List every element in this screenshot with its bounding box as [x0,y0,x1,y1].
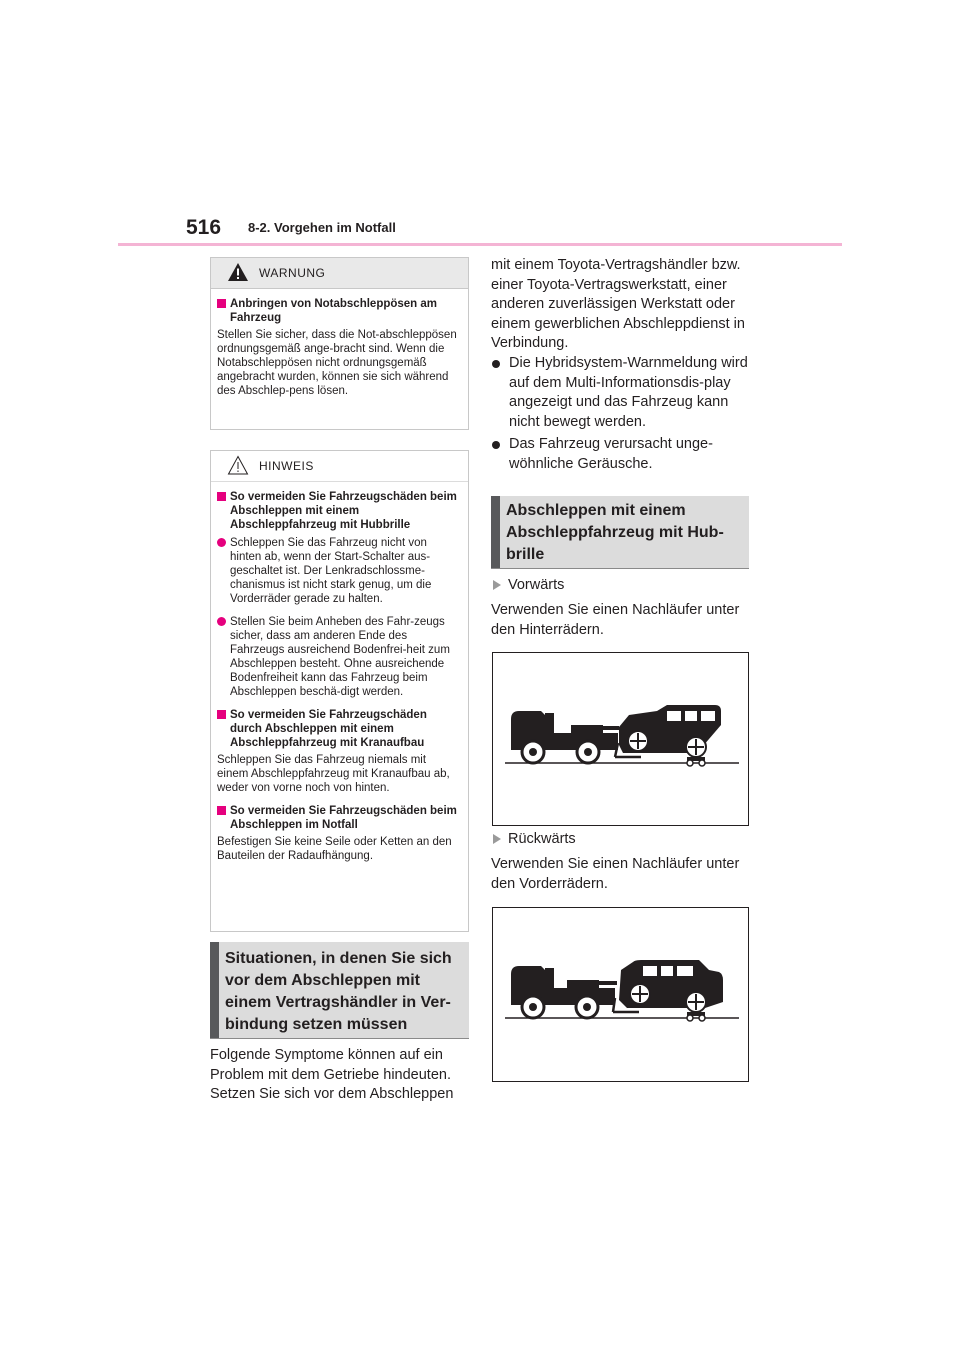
tow-backward-drawing [493,908,748,1081]
warning-box [210,257,469,430]
notice-bullet-2: Stellen Sie beim Anheben des Fahr-zeugs sicher, dass am anderen Ende des Fahrzeugs ausreichend Bodenfrei-heit zum Abschleppen besteht. Ohne ausreichende Bodenfreiheit kann das Fahrzeug beim Abschleppen beschä-digt werden. [217,615,459,699]
round-bullet-icon [217,617,226,626]
section-heading-wheel-lift: Abschleppen mit einem Abschleppfahrzeug mit Hub-brille [491,496,749,569]
tow-forward-illustration [492,652,749,826]
square-bullet-icon [217,299,226,308]
page-number: 516 [186,216,222,239]
backward-label: Rückwärts [491,831,576,847]
warning-title: WARNUNG [259,266,326,280]
notice-text-3: Befestigen Sie keine Seile oder Ketten an den Bauteilen der Radaufhängung. [217,836,452,862]
warning-triangle-icon [227,262,249,282]
section-title: 8-2. Vorgehen im Notfall [248,220,396,235]
square-bullet-icon [217,492,226,501]
bullet-dot-icon [492,441,500,449]
notice-heading-1: So vermeiden Sie Fahrzeugschäden beim Abschleppen mit einem Abschleppfahrzeug mit Hubbrille [217,490,459,532]
warning-text: Stellen Sie sicher, dass die Not-abschleppösen ordnungsgemäß ange-bracht sind. Wenn die Notabschleppösen nicht ordnungsgemäß angebracht wurden, können sie sich während des Abschlep-pens lösen. [217,329,457,397]
heading-bar [210,942,219,1038]
warning-heading: Anbringen von Notabschleppösen am Fahrzeug [217,297,459,325]
notice-box-header [211,451,468,482]
notice-text-2: Schleppen Sie das Fahrzeug niemals mit einem Abschleppfahrzeug mit Kranaufbau ab, weder von vorne noch von hinten. [217,754,450,794]
tow-backward-illustration [492,907,749,1082]
dealer-paragraph-continued: mit einem Toyota-Vertragshändler bzw. einer Toyota-Vertragswerkstatt, einer anderen zuverlässigen Werkstatt oder einem gewerblichen Abschleppdienst in Verbindung. [491,257,745,351]
heading-bar [491,496,500,568]
warning-box-header [211,258,468,289]
notice-heading-3: So vermeiden Sie Fahrzeugschäden beim Abschleppen im Notfall [217,804,459,832]
dealer-paragraph: Folgende Symptome können auf ein Problem mit dem Getriebe hindeuten. Setzen Sie sich vor dem Abschleppen [210,1047,454,1102]
square-bullet-icon [217,806,226,815]
forward-text: Verwenden Sie einen Nachläufer unter den Hinterrädern. [491,602,740,638]
bullet-dot-icon [492,360,500,368]
notice-title: HINWEIS [259,459,314,473]
notice-bullet-1: Schleppen Sie das Fahrzeug nicht von hinten ab, wenn der Start-Schalter aus-geschaltet ist. Der Lenkradschlossme-chanismus ist nicht stark genug, um die Vorderräder gerade zu halten. [217,536,459,606]
round-bullet-icon [217,538,226,547]
tow-forward-drawing [493,653,748,825]
backward-text: Verwenden Sie einen Nachläufer unter den Vorderrädern. [491,856,740,892]
caution-triangle-icon [227,455,249,475]
symptom-bullet-1: Die Hybridsystem-Warnmeldung wird auf dem Multi-Informationsdis-play angezeigt und das Fahrzeug kann nicht bewegt werden. [491,354,753,432]
notice-heading-2: So vermeiden Sie Fahrzeugschäden durch Abschleppen mit einem Abschleppfahrzeug mit Kranaufbau [217,708,459,750]
symptom-bullet-2: Das Fahrzeug verursacht unge-wöhnliche Geräusche. [491,435,753,474]
forward-label: Vorwärts [491,577,564,593]
square-bullet-icon [217,710,226,719]
notice-box [210,450,469,932]
section-heading-dealer: Situationen, in denen Sie sich vor dem Abschleppen mit einem Vertragshändler in Ver-bindung setzen müssen [210,942,469,1039]
header-rule [118,243,842,246]
arrow-right-icon [493,580,501,590]
arrow-right-icon [493,834,501,844]
